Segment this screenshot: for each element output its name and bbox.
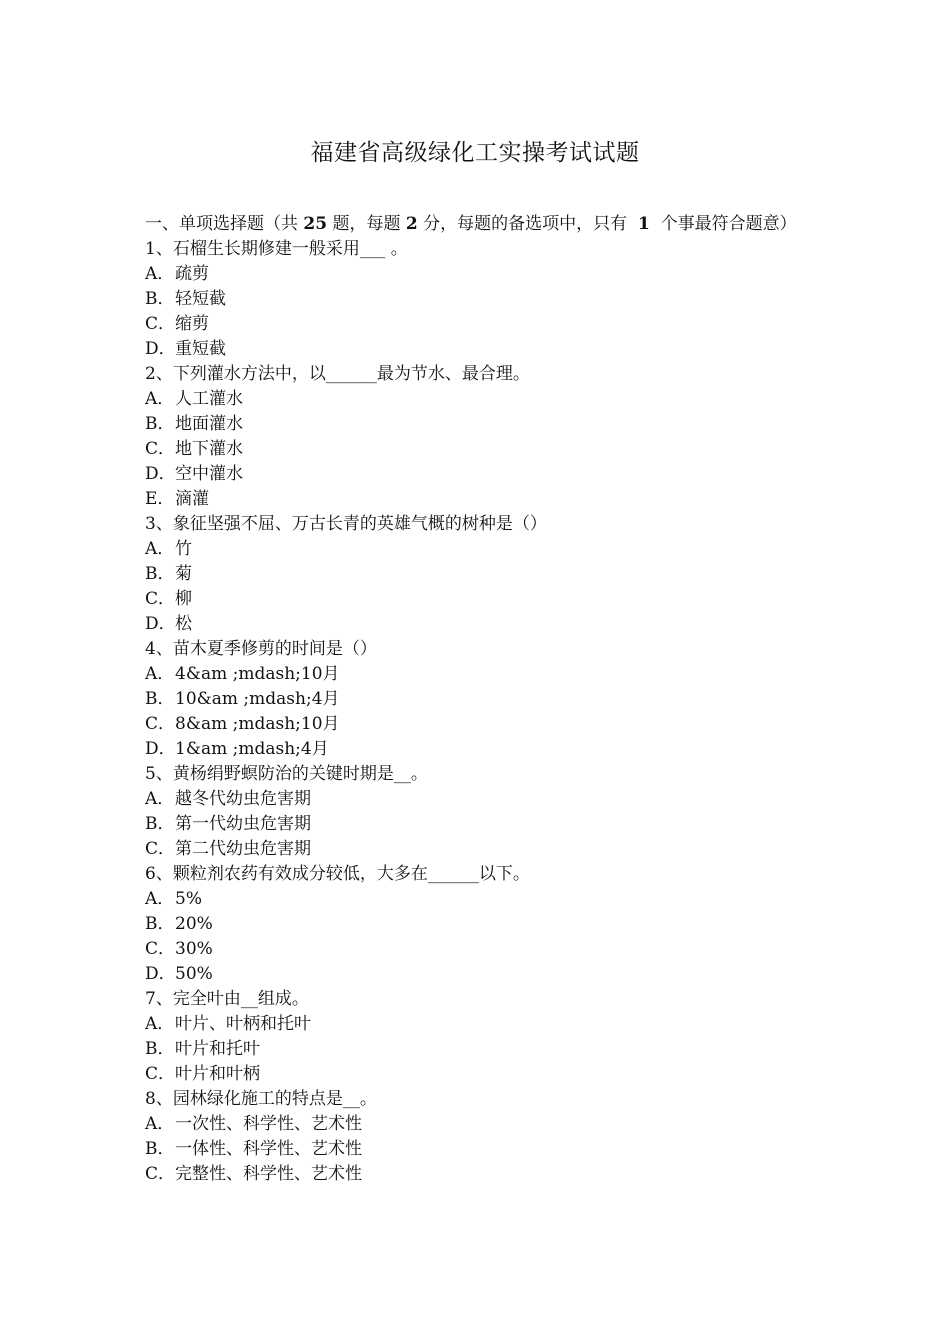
option [145, 1062, 810, 1087]
option-text: 20% [175, 914, 213, 934]
question-stem: 2、下列灌水方法中，以______最为节水、最合理。 [145, 364, 530, 384]
option-text: 叶片和托叶 [175, 1039, 260, 1059]
question-stem: 5、黄杨绢野螟防治的关键时期是__。 [145, 764, 428, 784]
option [145, 412, 810, 437]
section-heading-suffix: 个事最符合题意） [660, 214, 797, 234]
option-letter: B． [145, 1139, 175, 1159]
option-text: 一次性、科学性、艺术性 [175, 1114, 362, 1134]
option-letter: A． [145, 789, 175, 809]
option-text: 松 [175, 614, 192, 634]
option-letter: C． [145, 714, 176, 734]
question [145, 987, 810, 1087]
question [145, 637, 810, 762]
option-text: 50% [175, 964, 213, 984]
option-letter: D． [145, 964, 176, 984]
option-text: 滴灌 [175, 489, 209, 509]
option [145, 1037, 810, 1062]
question [145, 512, 810, 637]
section-heading-mid2: 分，每题的备选项中，只有 [423, 214, 628, 234]
option-letter: D． [145, 464, 176, 484]
option-text: 越冬代幼虫危害期 [175, 789, 311, 809]
option-letter: B． [145, 414, 175, 434]
option [145, 1162, 810, 1187]
section-heading-mid1: 题，每题 [332, 214, 401, 234]
option-letter: C． [145, 314, 176, 334]
option-text: 叶片和叶柄 [175, 1064, 260, 1084]
option [145, 912, 810, 937]
option-text: 地面灌水 [175, 414, 243, 434]
option-text: 第二代幼虫危害期 [175, 839, 311, 859]
question-stem: 3、象征坚强不屈、万古长青的英雄气概的树种是（） [145, 514, 547, 534]
option [145, 1112, 810, 1137]
section-heading-prefix: 一、单项选择题（共 [145, 214, 298, 234]
question-stem: 8、园林绿化施工的特点是__。 [145, 1089, 377, 1109]
option-text: 第一代幼虫危害期 [175, 814, 311, 834]
question-stem: 7、完全叶由__组成。 [145, 989, 309, 1009]
option-letter: D． [145, 614, 176, 634]
option-text: 轻短截 [175, 289, 226, 309]
option [145, 337, 810, 362]
section-heading [145, 212, 810, 237]
option [145, 687, 810, 712]
option-letter: C． [145, 439, 176, 459]
question-stem: 1、石榴生长期修建一般采用___ 。 [145, 239, 408, 259]
option-letter: C． [145, 1064, 176, 1084]
correct-count: 1 [637, 214, 650, 234]
option-text: 空中灌水 [175, 464, 243, 484]
option-text: 1&am ;mdash;4月 [175, 739, 329, 759]
option [145, 262, 810, 287]
option-letter: C． [145, 589, 176, 609]
question-stem: 6、颗粒剂农药有效成分较低，大多在______以下。 [145, 864, 530, 884]
option [145, 712, 810, 737]
option-letter: A． [145, 389, 175, 409]
option [145, 462, 810, 487]
option-text: 8&am ;mdash;10月 [175, 714, 340, 734]
option-letter: C． [145, 939, 176, 959]
option-text: 疏剪 [175, 264, 209, 284]
option-text: 叶片、叶柄和托叶 [175, 1014, 311, 1034]
option [145, 487, 810, 512]
option-text: 地下灌水 [175, 439, 243, 459]
question [145, 862, 810, 987]
points-per-question: 2 [405, 214, 418, 234]
option-letter: A． [145, 1014, 175, 1034]
question [145, 237, 810, 362]
option [145, 662, 810, 687]
option-text: 30% [175, 939, 213, 959]
option-text: 5% [175, 889, 202, 909]
option [145, 812, 810, 837]
option-text: 4&am ;mdash;10月 [175, 664, 340, 684]
option-text: 一体性、科学性、艺术性 [175, 1139, 362, 1159]
option [145, 787, 810, 812]
option-text: 缩剪 [175, 314, 209, 334]
option-letter: D． [145, 739, 176, 759]
option-letter: B． [145, 689, 175, 709]
option-text: 柳 [175, 589, 192, 609]
option [145, 887, 810, 912]
option [145, 437, 810, 462]
option-letter: A． [145, 664, 175, 684]
option-letter: A． [145, 1114, 175, 1134]
option-letter: B． [145, 564, 175, 584]
option [145, 1012, 810, 1037]
option-text: 完整性、科学性、艺术性 [175, 1164, 362, 1184]
question-count: 25 [303, 214, 328, 234]
option-letter: A． [145, 264, 175, 284]
option [145, 587, 810, 612]
option [145, 1137, 810, 1162]
option-letter: D． [145, 339, 176, 359]
option [145, 537, 810, 562]
option-text: 人工灌水 [175, 389, 243, 409]
option [145, 937, 810, 962]
question [145, 362, 810, 512]
option-letter: B． [145, 1039, 175, 1059]
option-text: 10&am ;mdash;4月 [175, 689, 340, 709]
option [145, 612, 810, 637]
option-text: 菊 [175, 564, 192, 584]
option-letter: E． [145, 489, 175, 509]
option [145, 837, 810, 862]
option [145, 287, 810, 312]
option-letter: B． [145, 814, 175, 834]
page-title: 福建省高级绿化工实操考试试题 [310, 140, 640, 166]
option [145, 312, 810, 337]
option-text: 重短截 [175, 339, 226, 359]
question [145, 762, 810, 862]
document-body [145, 212, 810, 1187]
option [145, 737, 810, 762]
option-letter: C． [145, 1164, 176, 1184]
option [145, 387, 810, 412]
question [145, 1087, 810, 1187]
option-letter: A． [145, 539, 175, 559]
option-letter: B． [145, 914, 175, 934]
option-text: 竹 [175, 539, 192, 559]
question-list [145, 237, 810, 1187]
option-letter: A． [145, 889, 175, 909]
option-letter: B． [145, 289, 175, 309]
option [145, 562, 810, 587]
option-letter: C． [145, 839, 176, 859]
question-stem: 4、苗木夏季修剪的时间是（） [145, 639, 377, 659]
option [145, 962, 810, 987]
